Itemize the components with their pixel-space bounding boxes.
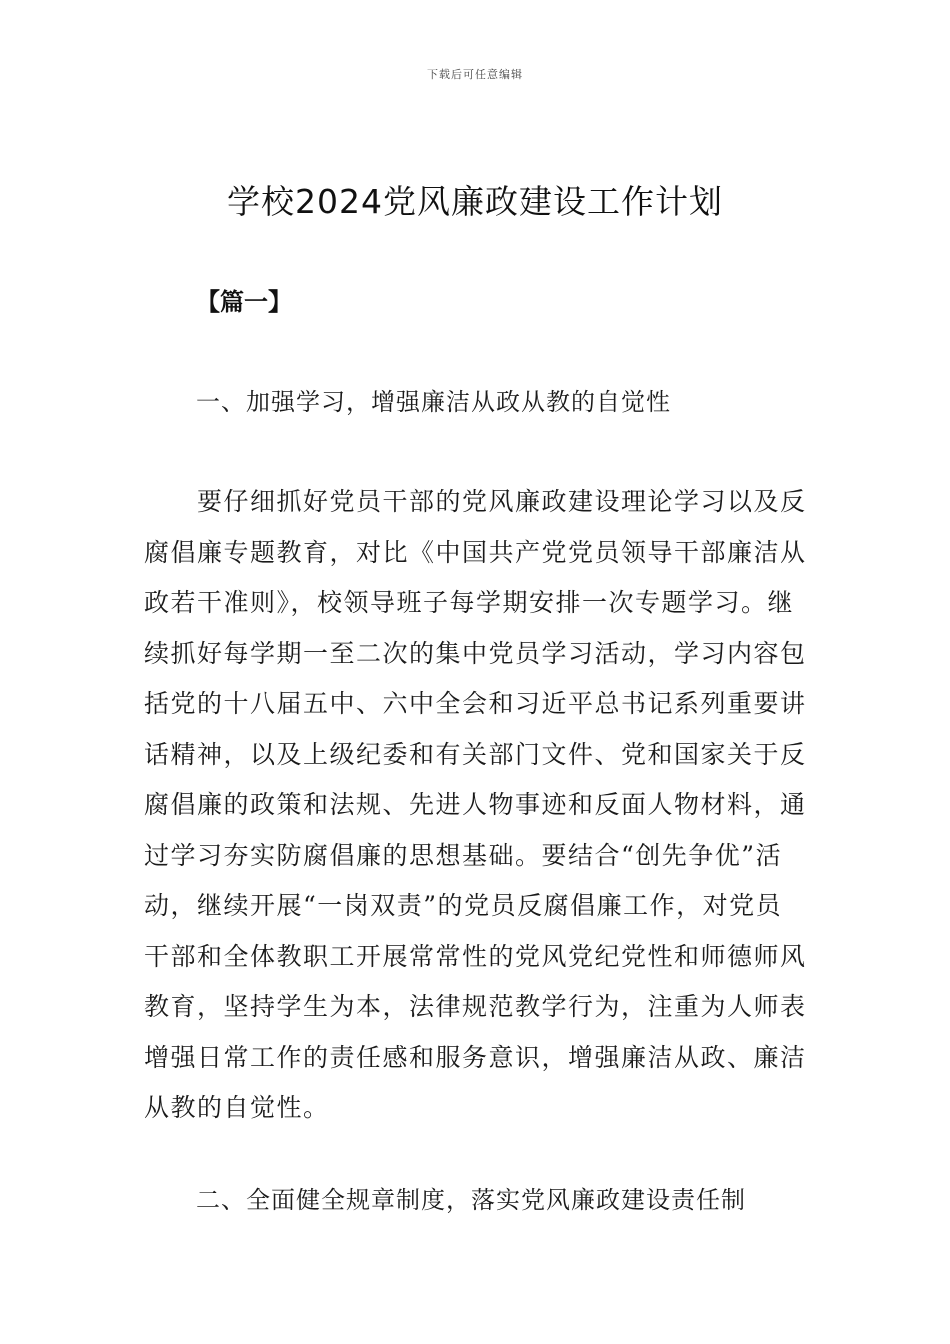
paragraph-line: 从教的自觉性。 <box>144 1093 330 1122</box>
paragraph-line: 教育，坚持学生为本，法律规范教学行为，注重为人师表 <box>144 992 807 1021</box>
section-label: 【篇一】 <box>196 288 292 316</box>
body-paragraph-1 <box>144 477 814 1134</box>
document-title: 学校2024党风廉政建设工作计划 <box>227 182 723 221</box>
paragraph-line: 过学习夯实防腐倡廉的思想基础。要结合“创先争优”活 <box>144 840 783 870</box>
paragraph-line: 动，继续开展“一岗双责”的党员反腐倡廉工作，对党员 <box>144 891 783 920</box>
paragraph-line: 腐倡廉的政策和法规、先进人物事迹和反面人物材料，通 <box>144 790 807 819</box>
paragraph-line: 干部和全体教职工开展常常性的党风党纪党性和师德师风 <box>144 941 807 971</box>
paragraph-line: 括党的十八届五中、六中全会和习近平总书记系列重要讲 <box>144 689 807 718</box>
paragraph-line: 要仔细抓好党员干部的党风廉政建设理论学习以及反 <box>197 487 807 516</box>
paragraph-line: 增强日常工作的责任感和服务意识，增强廉洁从政、廉洁 <box>144 1042 807 1072</box>
paragraph-line: 续抓好每学期一至二次的集中党员学习活动，学习内容包 <box>144 638 807 668</box>
paragraph-line: 政若干准则》，校领导班子每学期安排一次专题学习。继 <box>144 588 795 617</box>
section-heading-1: 一、加强学习，增强廉洁从政从教的自觉性 <box>196 388 671 416</box>
paragraph-line: 腐倡廉专题教育，对比《中国共产党党员领导干部廉洁从 <box>144 537 807 567</box>
section-heading-2: 二、全面健全规章制度，落实党风廉政建设责任制 <box>196 1186 746 1214</box>
page-header-note: 下载后可任意编辑 <box>427 68 523 81</box>
paragraph-line: 话精神，以及上级纪委和有关部门文件、党和国家关于反 <box>144 739 807 769</box>
